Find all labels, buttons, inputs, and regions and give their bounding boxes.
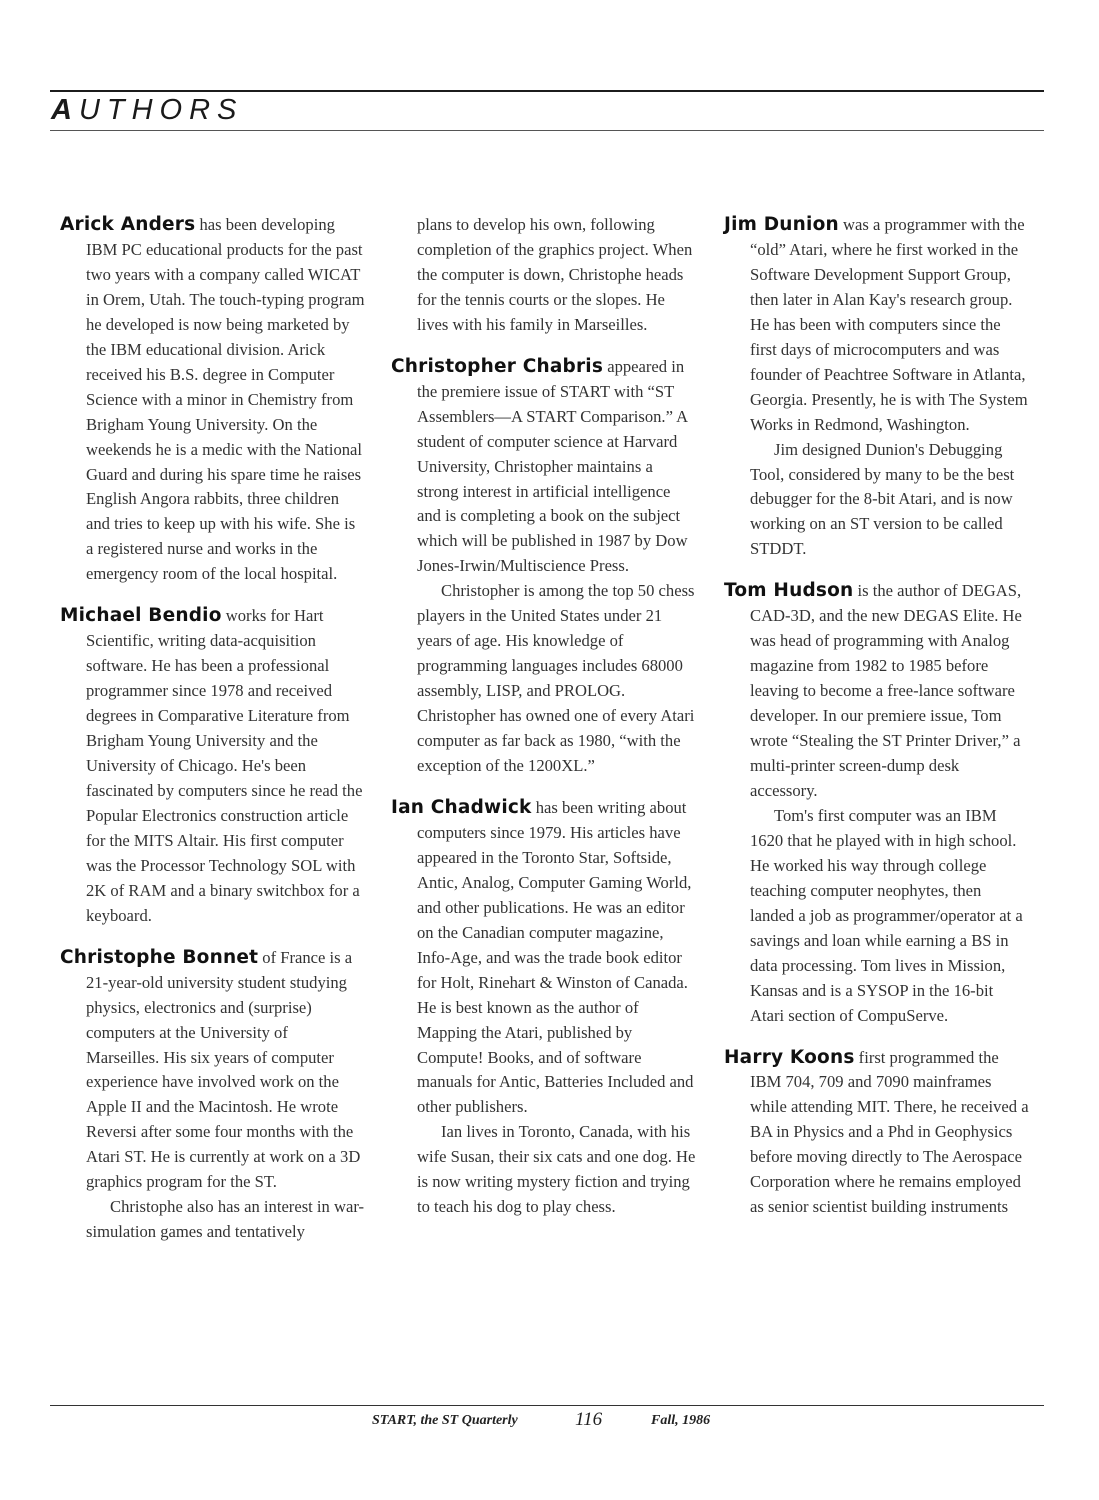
bio-text: Jim designed Dunion's Debugging Tool, considered by many to be the best debugger for the 8-bit Atari, and is now working on an ST version to be called STDDT.	[750, 439, 1015, 559]
bio-continuation	[391, 1120, 696, 1220]
bio-text: was a programmer with the “old” Atari, where he first worked in the Software Development Support Group, then later in Alan Kay's research group. He has been with computers since the first days of microcomputers and was founder of Peachtree Software in Atlanta, Georgia. Presently, he is with The System Works in Redmond, Washington.	[750, 215, 1028, 434]
author-name: Tom Hudson	[724, 580, 854, 602]
author-entry	[391, 355, 696, 779]
author-bio	[391, 355, 696, 580]
bio-text: is the author of DEGAS, CAD-3D, and the new DEGAS Elite. He was head of programming with Analog magazine from 1982 to 1985 before leaving to become a free-lance software developer. In our premiere issue, Tom wrote “Stealing the ST Printer Driver,” a multi-printer screen-dump desk accessory.	[750, 581, 1022, 800]
bio-text: plans to develop his own, following completion of the graphics project. When the computer is down, Christophe heads for the tennis courts or the slopes. He lives with his family in Marseilles.	[417, 215, 693, 334]
bio-text: Christopher is among the top 50 chess players in the United States under 21 years of age. His knowledge of programming languages includes 68000 assembly, LISP, and PROLOG. Christopher has owned one of every Atari computer as far back as 1980, “with the exception of the 1200XL.”	[417, 581, 695, 776]
bio-continuation	[60, 1195, 365, 1245]
author-entry	[391, 796, 696, 1220]
bio-text: of France is a 21-year-old university student studying physics, electronics and (surprise) computers at the University of Marseilles. His six years of computer experience have involved work on the Apple II and the Macintosh. He wrote Reversi after some four months with the Atari ST. He is currently at work on a 3D graphics program for the ST.	[86, 947, 361, 1192]
bio-text: Tom's first computer was an IBM 1620 that he played with in high school. He worked his way through college teaching computer neophytes, then landed a job as programmer/operator at a savings and loan while earning a BS in data processing. Tom lives in Mission, Kansas and is a SYSOP in the 16-bit Atari section of CompuServe.	[750, 805, 1023, 1025]
author-name: Ian Chadwick	[391, 796, 532, 818]
author-name: Christopher Chabris	[391, 355, 604, 377]
bottom-rule	[50, 1405, 1044, 1406]
author-bio	[724, 213, 1029, 438]
author-bio	[391, 796, 696, 1120]
section-title	[51, 92, 243, 128]
publication-name: START, the ST Quarterly	[372, 1413, 518, 1428]
author-entry	[724, 1046, 1029, 1221]
author-bio	[724, 579, 1029, 804]
bio-text: first programmed the IBM 704, 709 and 7090 mainframes while attending MIT. There, he received a BA in Physics and a Phd in Geophysics before moving directly to The Aerospace Corporation where he remains employed as senior scientist building instruments	[750, 1047, 1029, 1217]
author-name: Harry Koons	[724, 1046, 855, 1068]
author-bio	[60, 213, 365, 587]
author-entry	[60, 213, 365, 587]
title-rule	[50, 130, 1044, 131]
author-entry	[724, 579, 1029, 1028]
author-entry	[724, 213, 1029, 562]
issue-date: Fall, 1986	[651, 1413, 711, 1428]
author-entry	[60, 604, 365, 928]
author-name: Jim Dunion	[724, 214, 839, 235]
column-3	[724, 213, 1029, 1237]
bio-continuation	[391, 579, 696, 779]
page-footer	[0, 1410, 1099, 1434]
bio-text: works for Hart Scientific, writing data-acquisition software. He has been a professional programmer since 1978 and received degrees in Comparative Literature from Brigham Young University and the University of Chicago. He's been fascinated by computers since he read the Popular Electronics construction article for the MITS Altair. His first computer was the Processor Technology SOL with 2K of RAM and a binary switchbox for a keyboard.	[86, 606, 363, 925]
author-entry	[60, 946, 365, 1245]
column-1	[60, 213, 365, 1262]
section-title-initial: A	[51, 94, 79, 126]
page-number: 116	[575, 1409, 603, 1430]
author-bio	[60, 946, 365, 1196]
bio-text: Christophe also has an interest in war-simulation games and tentatively	[86, 1197, 365, 1242]
bio-text: Ian lives in Toronto, Canada, with his wife Susan, their six cats and one dog. He is now writing mystery fiction and trying to teach his dog to play chess.	[417, 1122, 696, 1217]
author-name: Christophe Bonnet	[60, 946, 259, 968]
bio-text: has been developing IBM PC educational products for the past two years with a company called WICAT in Orem, Utah. The touch-typing program he developed is now being marketed by the IBM educational division. Arick received his B.S. degree in Computer Science with a minor in Chemistry from Brigham Young University. On the weekends he is a medic with the National Guard and during his spare time he raises English Angora rabbits, three children and tries to keep up with his wife. She is a registered nurse and works in the emergency room of the local hospital.	[86, 215, 365, 584]
bio-continuation	[724, 804, 1029, 1029]
author-bio	[60, 604, 365, 928]
bio-text: has been writing about computers since 1979. His articles have appeared in the Toronto Star, Softside, Antic, Analog, Computer Gaming World, and other publications. He was an editor on the Canadian computer magazine, Info-Age, and was the trade book editor for Holt, Rinehart & Winston of Canada. He is best known as the author of Mapping the Atari, published by Compute! Books, and of software manuals for Antic, Batteries Included and other publishers.	[417, 797, 694, 1117]
author-name: Arick Anders	[60, 214, 196, 235]
author-bio	[724, 1046, 1029, 1221]
bio-text: appeared in the premiere issue of START with “ST Assemblers—A START Comparison.” A student of computer science at Harvard University, Christopher maintains a strong interest in artificial intelligence and is completing a book on the subject which will be published in 1987 by Dow Jones-Irwin/Multiscience Press.	[417, 356, 688, 576]
bio-continuation	[724, 438, 1029, 563]
section-title-rest: UTHORS	[78, 94, 244, 126]
author-name: Michael Bendio	[60, 605, 222, 627]
continued-bio	[391, 213, 696, 338]
column-2	[391, 213, 696, 1237]
